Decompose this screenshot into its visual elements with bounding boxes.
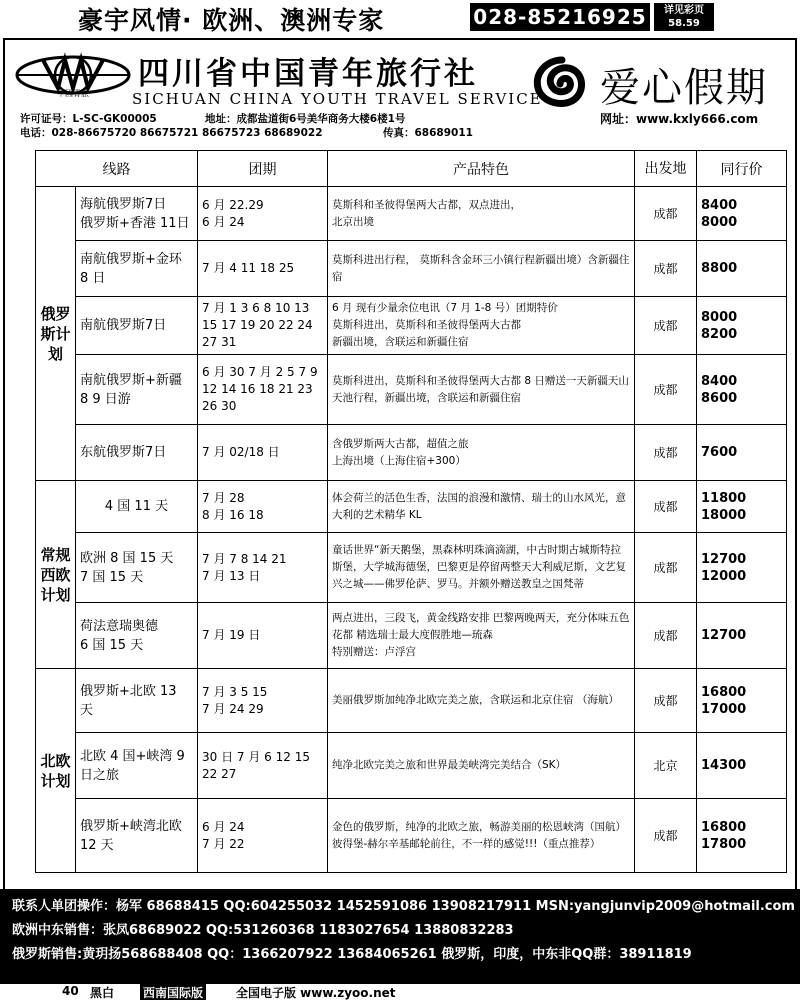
trade-price: 14300 [697,733,787,799]
tour-dates: 6 月 30 7 月 2 5 7 9 12 14 16 18 21 23 26 30 [198,355,328,425]
tour-dates: 6 月 22.29 6 月 24 [198,187,328,241]
national-edition[interactable]: 全国电子版 www.zyoo.net [236,986,396,1000]
brand-name: 爱心假期 [600,65,768,111]
trade-price: 12700 12000 [697,533,787,603]
trade-price: 8400 8600 [697,355,787,425]
tour-dates: 7 月 4 11 18 25 [198,241,328,297]
logo-text: 中國青旅 [57,89,89,98]
departure-city: 成都 [635,355,697,425]
product-features: 两点进出，三段飞，黄金线路安排 巴黎两晚两天，充分体味五色花都 精选瑞士最大度假胜地—琉森 特别赠送：卢浮宫 [328,603,635,669]
top-banner [0,0,800,34]
route-name: 海航俄罗斯7日 俄罗斯+香港 11日 [76,187,198,241]
contact-russia-sales: 俄罗斯销售:黄玥扬568688408 QQ：1366207922 13684065261 俄罗斯，印度，中东非QQ群：38911819 [12,947,692,962]
product-features: 6 月 现有少量余位电讯（7 月 1-8 号）团期特价 莫斯科进出，莫斯科和圣彼得堡两大古都 新疆出境，含联运和新疆住宿 [328,297,635,355]
tour-dates: 30 日 7 月 6 12 15 22 27 [198,733,328,799]
product-features: 童话世界“新天鹅堡，黑森林明珠滴滴湖，中古时期古城斯特拉斯堡，大学城海德堡，巴黎更是停留两整天大利威尼斯，文艺复兴之城——佛罗伦萨、罗马。并额外赠送教皇之国梵蒂 [328,533,635,603]
cyts-logo-icon [13,52,133,98]
contact-operator: 联系人单团操作：杨军 68688415 QQ:604255032 1452591086 13908217911 MSN:yangjunvip2009@hotmail.com [12,899,795,914]
departure-city: 成都 [635,533,697,603]
banner-detail-badge [654,3,714,31]
trade-price: 11800 18000 [697,481,787,533]
departure-city: 北京 [635,733,697,799]
detail-pages: 58.59 [668,18,700,29]
table-row [36,297,787,355]
detail-label: 详见彩页 [664,5,704,16]
tour-dates: 7 月 3 5 15 7 月 24 29 [198,669,328,733]
trade-price: 8400 8000 [697,187,787,241]
table-row [36,355,787,425]
agency-name-en: SICHUAN CHINA YOUTH TRAVEL SERVICE [132,90,543,108]
table-row [36,603,787,669]
departure-city: 成都 [635,187,697,241]
table-row [36,799,787,873]
departure-city: 成都 [635,603,697,669]
departure-city: 成都 [635,425,697,481]
table-header-row [36,151,787,187]
departure-city: 成都 [635,799,697,873]
route-name: 荷法意瑞奥德 6 国 15 天 [76,603,198,669]
category-russia: 俄罗斯计划 [36,187,76,481]
route-name: 俄罗斯+峡湾北欧 12 天 [76,799,198,873]
tour-dates: 7 月 1 3 6 8 10 13 15 17 19 20 22 24 27 31 [198,297,328,355]
departure-city: 成都 [635,297,697,355]
trade-price: 7600 [697,425,787,481]
routes-table [35,150,787,873]
product-features: 美丽俄罗斯加纯净北欧完美之旅，含联运和北京住宿 （海航） [328,669,635,733]
page-number: 40 [62,984,79,998]
tour-dates: 7 月 28 8 月 16 18 [198,481,328,533]
love-holiday-swirl-icon [520,54,600,114]
trade-price: 8000 8200 [697,297,787,355]
license-number: 许可证号：L-SC-GK00005 [20,113,157,125]
table-row [36,241,787,297]
product-features: 莫斯科进出，莫斯科和圣彼得堡两大古都 8 日赠送一天新疆天山天池行程，新疆出境，含联运和新疆住宿 [328,355,635,425]
tour-dates: 6 月 24 7 月 22 [198,799,328,873]
route-name: 欧洲 8 国 15 天 7 国 15 天 [76,533,198,603]
trade-price: 16800 17800 [697,799,787,873]
trade-price: 16800 17000 [697,669,787,733]
header-departure: 出发地 [635,151,697,187]
table-row [36,187,787,241]
header-price: 同行价 [697,151,787,187]
departure-city: 成都 [635,669,697,733]
tour-dates: 7 月 02/18 日 [198,425,328,481]
agency-address: 地址：成都盐道街6号美华商务大楼6楼1号 [205,113,406,125]
route-name: 南航俄罗斯7日 [76,297,198,355]
table-row [36,425,787,481]
contacts-block [0,889,800,985]
route-name: 俄罗斯+北欧 13 天 [76,669,198,733]
product-features: 含俄罗斯两大古都，超值之旅 上海出境（上海住宿+300） [328,425,635,481]
table-row [36,733,787,799]
agency-phone: 电话：028-86675720 86675721 86675723 68689022 [20,127,323,139]
category-west-europe: 常规西欧计划 [36,481,76,669]
contact-europe-sales: 欧洲中东销售：张凤68689022 QQ:531260368 1183027654 13880832283 [12,923,514,938]
route-name: 东航俄罗斯7日 [76,425,198,481]
product-features: 莫斯科进出行程， 莫斯科含金环三小镇行程新疆出境）含新疆住宿 [328,241,635,297]
trade-price: 8800 [697,241,787,297]
header-route: 线路 [36,151,198,187]
tour-dates: 7 月 19 日 [198,603,328,669]
agency-fax: 传真：68689011 [383,127,473,139]
banner-phone: 028-85216925 [470,3,650,31]
category-north-europe: 北欧计划 [36,669,76,873]
product-features: 金色的俄罗斯，纯净的北欧之旅，畅游美丽的松恩峡湾（国航）彼得堡-赫尔辛基邮轮前往，不一样的感觉!!!（重点推荐） [328,799,635,873]
departure-city: 成都 [635,481,697,533]
agency-name-cn: 四川省中国青年旅行社 [138,56,478,92]
product-features: 纯净北欧完美之旅和世界最美峡湾完美结合（SK） [328,733,635,799]
table-row [36,481,787,533]
edition-label: 西南国际版 [140,984,206,1000]
banner-title: 豪宇风情· 欧洲、澳洲专家 [78,6,385,35]
header-features: 产品特色 [328,151,635,187]
table-row [36,669,787,733]
route-name: 北欧 4 国+峡湾 9 日之旅 [76,733,198,799]
departure-city: 成都 [635,241,697,297]
header-dates: 团期 [198,151,328,187]
route-name: 4 国 11 天 [76,481,198,533]
trade-price: 12700 [697,603,787,669]
table-row [36,533,787,603]
page-footer [0,984,800,1000]
tour-dates: 7 月 7 8 14 21 7 月 13 日 [198,533,328,603]
route-name: 南航俄罗斯+新疆 8 9 日游 [76,355,198,425]
product-features: 体会荷兰的活色生香，法国的浪漫和激情、瑞士的山水风光，意大利的艺术精华 KL [328,481,635,533]
website[interactable]: 网址：www.kxly666.com [600,112,759,126]
product-features: 莫斯科和圣彼得堡两大古都，双点进出， 北京出境 [328,187,635,241]
route-name: 南航俄罗斯+金环 8 日 [76,241,198,297]
print-mode: 黑白 [90,986,115,1000]
